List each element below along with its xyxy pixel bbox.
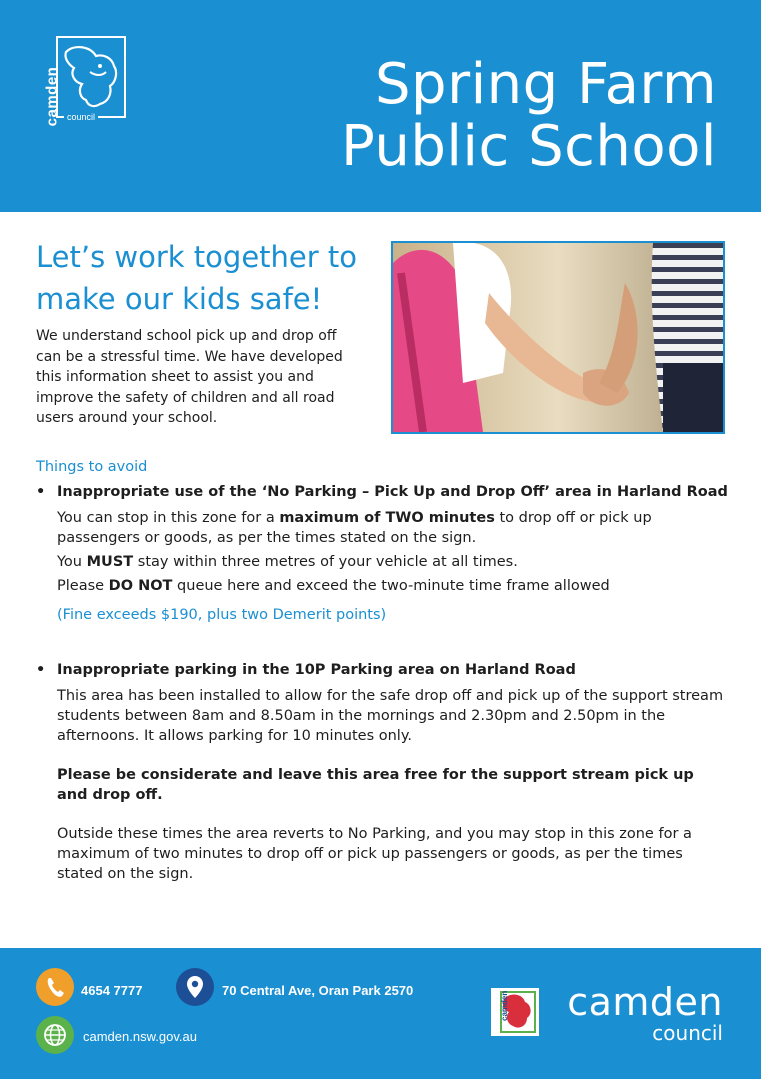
text-run: stay within three metres of your vehicle at all times.: [133, 554, 518, 570]
footer-website[interactable]: camden.nsw.gov.au: [83, 1029, 197, 1044]
footer-bar: [0, 948, 761, 1079]
footer-brand-sub: council: [652, 1021, 723, 1045]
header-banner: [0, 0, 761, 212]
camden-council-logo: [36, 36, 126, 127]
logo-word: camden: [43, 66, 61, 127]
things-to-avoid-heading: Things to avoid: [36, 459, 148, 475]
text-run-bold: maximum of TWO minutes: [279, 510, 495, 526]
logo-sub: council: [64, 112, 98, 122]
page-title: [341, 54, 717, 178]
item-2-para-1: This area has been installed to allow for the safe drop off and pick up of the support stream students between 8am and 8.50am in the mornings and 2.30pm and 2.50pm in the afternoons. It allows parking for 10 minutes only.: [57, 688, 724, 744]
bullet-dot: •: [36, 484, 46, 500]
intro-headline: [36, 236, 381, 320]
phone-icon: [36, 968, 74, 1006]
item-1-para-2: [57, 552, 727, 572]
platypus-icon: [60, 42, 124, 114]
headline-line-1: Let’s work together to: [36, 240, 358, 274]
text-run: You can stop in this zone for a: [57, 510, 280, 526]
text-run-bold: MUST: [86, 554, 134, 570]
text-run: queue here and exceed the two-minute time frame allowed: [172, 578, 610, 594]
item-1-title: Inappropriate use of the ‘No Parking – Pick Up and Drop Off’ area in Harland Road: [57, 484, 728, 500]
photo-illustration: [393, 243, 723, 432]
footer-address: 70 Central Ave, Oran Park 2570: [222, 983, 414, 998]
title-line-1: Spring Farm: [375, 52, 717, 117]
footer-phone[interactable]: 4654 7777: [81, 983, 143, 998]
text-run: to drop off or pick up passengers or goods, as per the times stated on the sign.: [57, 510, 652, 546]
footer-brand: [567, 982, 723, 1044]
footer-platypus-logo: [491, 988, 539, 1036]
hand-holding-photo: [391, 241, 725, 434]
text-run-bold: DO NOT: [108, 578, 173, 594]
bullet-dot: •: [36, 662, 46, 678]
headline-line-2: make our kids safe!: [36, 282, 323, 316]
svg-text:camden: camden: [500, 990, 509, 1021]
title-line-2: Public School: [341, 114, 717, 179]
item-1-para-1: [57, 508, 727, 548]
item-1-fine-note: (Fine exceeds $190, plus two Demerit points): [57, 607, 387, 623]
intro-body: We understand school pick up and drop off can be a stressful time. We have developed this information sheet to assist you and improve the safety of children and all road users around your school.: [36, 328, 343, 426]
text-run: Please: [57, 578, 109, 594]
item-2-para-3: Outside these times the area reverts to No Parking, and you may stop in this zone for a maximum of two minutes to drop off or pick up passengers or goods, as per the times stated on the sign.: [57, 826, 692, 882]
item-1-para-3: [57, 576, 727, 596]
globe-icon: [36, 1016, 74, 1054]
text-run: You: [57, 554, 87, 570]
item-2-para-2: Please be considerate and leave this area free for the support stream pick up and drop off.: [57, 767, 694, 803]
item-2-title: Inappropriate parking in the 10P Parking area on Harland Road: [57, 662, 576, 678]
location-pin-icon: [176, 968, 214, 1006]
footer-brand-name: camden: [567, 980, 723, 1024]
